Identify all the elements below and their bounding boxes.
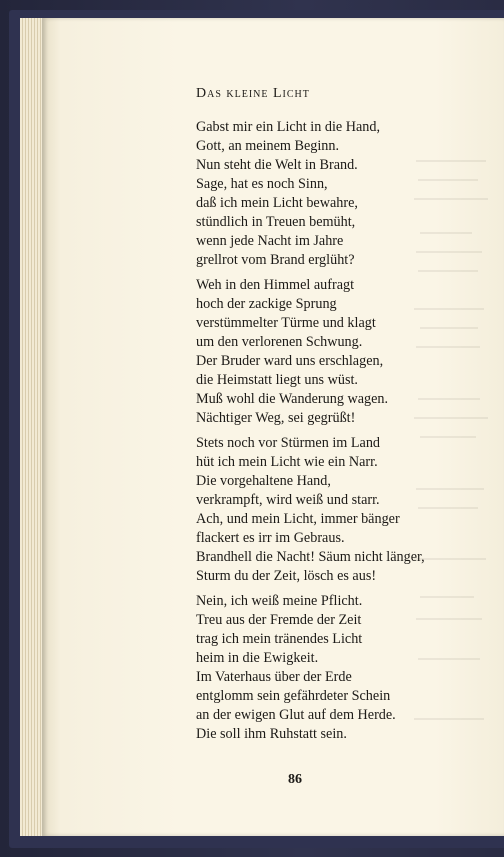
poem-line: Nächtiger Weg, sei gegrüßt! [196, 410, 356, 426]
poem-line: Der Bruder ward uns erschlagen, [196, 353, 384, 369]
poem-line: heim in die Ewigkeit. [196, 650, 319, 666]
poem-line: Sage, hat es noch Sinn, [196, 176, 328, 192]
poem-line: Nein, ich weiß meine Pflicht. [196, 593, 363, 609]
poem-line: Weh in den Himmel aufragt [196, 277, 355, 293]
poem-line: daß ich mein Licht bewahre, [196, 195, 358, 211]
stanza-2 [196, 276, 388, 428]
poem-line: flackert es irr im Gebraus. [196, 530, 345, 546]
poem-line: an der ewigen Glut auf dem Herde. [196, 707, 396, 723]
poem-line: die Heimstatt liegt uns wüst. [196, 372, 358, 388]
poem-line: grellrot vom Brand erglüht? [196, 252, 355, 268]
poem-line: Stets noch vor Stürmen im Land [196, 435, 381, 451]
poem-line: Ach, und mein Licht, immer bänger [196, 511, 400, 527]
poem-line: Brandhell die Nacht! Säum nicht länger, [196, 549, 425, 565]
poem-line: trag ich mein tränendes Licht [196, 631, 363, 647]
poem-line: um den verlorenen Schwung. [196, 334, 363, 350]
poem-line: Gott, an meinem Beginn. [196, 138, 340, 154]
poem-line: verkrampft, wird weiß und starr. [196, 492, 380, 508]
poem-line: hoch der zackige Sprung [196, 296, 337, 312]
poem-line: Sturm du der Zeit, lösch es aus! [196, 568, 377, 584]
poem-title: Das kleine Licht [196, 86, 310, 101]
stanza-3 [196, 434, 425, 586]
poem-line: Gabst mir ein Licht in die Hand, [196, 119, 381, 135]
poem-line: Die vorgehaltene Hand, [196, 473, 331, 489]
poem-line: Muß wohl die Wanderung wagen. [196, 391, 389, 407]
poem-line: hüt ich mein Licht wie ein Narr. [196, 454, 378, 470]
poem-line: wenn jede Nacht im Jahre [196, 233, 344, 249]
poem-line: Die soll ihm Ruhstatt sein. [196, 726, 347, 742]
poem-line: entglomm sein gefährdeter Schein [196, 688, 391, 704]
poem-line: verstümmelter Türme und klagt [196, 315, 376, 331]
stanza-4 [196, 592, 396, 744]
poem-line: Im Vaterhaus über der Erde [196, 669, 352, 685]
stanza-1 [196, 118, 380, 270]
poem-line: Nun steht die Welt in Brand. [196, 157, 358, 173]
poem-line: stündlich in Treuen bemüht, [196, 214, 356, 230]
page-number: 86 [288, 772, 302, 787]
poem-line: Treu aus der Fremde der Zeit [196, 612, 362, 628]
